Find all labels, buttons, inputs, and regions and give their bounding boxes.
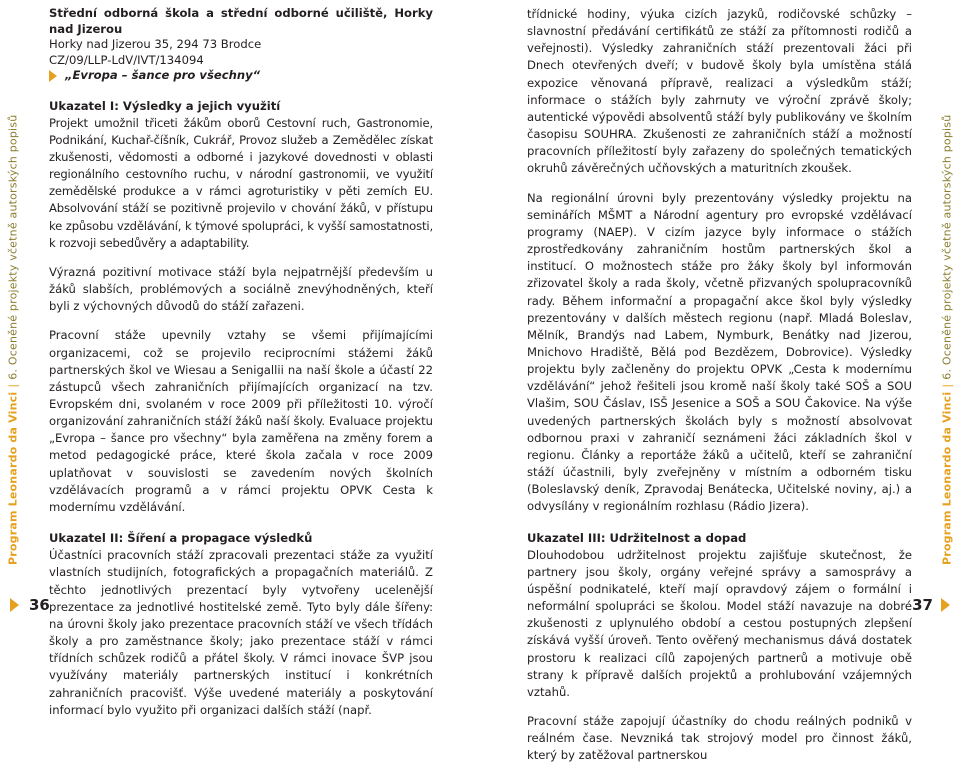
sidebar-program: Program Leonardo da Vinci	[6, 391, 20, 565]
regional-paragraph: Na regionální úrovni byly prezentovány výsledky projektu na seminářích MŠMT a Národní agentury pro evropské vzdělávací programy (NAEP). V cizím jazyce byly informace o stážích zprostředkovány zahraničním hostům partnerských škol a institucí. O možnostech stáže pro žáky školy byl informován zřizovatel školy a rada školy, včetně přizvaných spolupracovníků rady. Během informační a propagační akce škol byly výsledky prezentovány v dalších městech regionu (např. Mladá Boleslav, Mělník, Brandýs nad Labem, Nymburk, Benátky nad Jizerou, Mnichovo Hradiště, Bělá pod Bezdězem, Dobrovice). Výsledky projektu byly začleněny do projektu OPVK „Cesta k modernímu vzdělávání“ jehož řešiteli jsou kromě naší školy také SOŠ a SOU Vlašim, SOU Čáslav, ISŠ Jesenice a SOŠ a SOU Čakovice. Na výše uvedených partnerských školách byly s možností absolvovat odbornou praxi v zahraničí seznámeni žáci základních škol v regionu. Články a reportáže žáků a učitelů, kteří se zahraniční stáží účastnili, byly zveřejněny v místním a odborném tisku (Boleslavský deník, Zpravodaj Benátecka, Učitelské noviny, aj.) a odvysílány v regionálním rozhlasu (Rádio Jizera).	[527, 190, 912, 514]
page-number-right	[912, 596, 950, 614]
left-running-header	[0, 0, 26, 633]
project-code: CZ/09/LLP-LdV/IVT/134094	[49, 52, 204, 67]
page-number-right-text: 37	[912, 596, 933, 614]
sidebar-separator-right: |	[940, 383, 954, 388]
project-motto	[49, 68, 433, 84]
arrow-icon	[49, 70, 57, 82]
page-number-left	[10, 596, 50, 614]
sidebar-program-right: Program Leonardo da Vinci	[940, 391, 954, 565]
project-header	[49, 6, 433, 84]
page-number-left-text: 36	[29, 596, 50, 614]
motivation-paragraph: Výrazná pozitivní motivace stáží byla nejpatrnější především u žáků slabších, problémových a sociálně znevýhodněných, kteří byli z výchovných důvodů do stáží zařazeni.	[49, 264, 433, 314]
relations-paragraph: Pracovní stáže upevnily vztahy se všemi přijímajícími organizacemi, což se projevilo reciprocními stážemi žáků partnerských škol ve Wiesau a Senigallii na naší škole a účastí 22 zástupců všech zahraničních přijímajících organizací na tzv. Evropském dni, svolaném v roce 2009 při příležitosti 10. výročí organizování zahraničních stáží žáků naší školy. Evaluace projektu „Evropa – šance pro všechny“ byla zaměřena na změny forem a metod pedagogické práce, které škola začala v roce 2009 uplatňovat v souvislosti se zavedením nových školních vzdělávacích programů a v rámci projektu OPVK Cesta k modernímu vzdělávání.	[49, 328, 433, 514]
school-address: Horky nad Jizerou 35, 294 73 Brodce	[49, 37, 262, 51]
indicator-2-paragraph: Účastníci pracovních stáží zpracovali prezentaci stáže za využití vlastních studijních, fotografických a propagačních materiálů. Z těchto jednotlivých prezentací byly vytvořeny ucelenější prezentace za jednotlivé hostitelské země. Tyto byly dále šířeny: na úrovni školy jako prezentace pracovních stáží ve všech třídách školy a pro zaměstnance školy; jako prezentace stáží v rámci třídních schůzek rodičů a přátel školy. V rámci inovace ŠVP jsou využívány materiály partnerských institucí i konkrétních zahraničních pracovišť. Výše uvedené materiály a poskytování informací bylo využito při organizaci dalších stáží (např.	[49, 548, 433, 717]
indicator-1-paragraph: Projekt umožnil třiceti žákům oborů Cestovní ruch, Gastronomie, Podnikání, Kuchař-číšník, Cukrář, Provoz služeb a Zemědělec získat zkušenosti, vědomosti a odborné i jazykové dovednosti v oblasti regionálního cestovního ruchu, v národní gastronomii, ve využití zemědělské produkce a v rámci agroturistiky v pěti zemích EU. Absolvování stáží se pozitivně projevilo v chování žáků, v přístupu ke způsobu vzdělávání, k týmové spolupráci, k vyšší samostatnosti, k rozvoji sebedůvěry a adaptability.	[49, 115, 433, 250]
right-running-header	[934, 0, 960, 633]
motto-text: „Evropa – šance pro všechny“	[65, 68, 261, 82]
internship-paragraph: Pracovní stáže zapojují účastníky do chodu reálných podniků v reálném čase. Nevzniká tak strojový model pro činnost žáků, který by zatěžoval partnerskou	[527, 714, 912, 763]
arrow-icon-left	[10, 598, 19, 612]
indicator-3-paragraph: Dlouhodobou udržitelnost projektu zajišťuje skutečnost, že partnery jsou školy, orgány veřejné správy a samosprávy a úspěšní podnikatelé, kteří mají opravdový zájem o formální i neformální spolupráci se školou. Model stáží navazuje na dobré zkušenosti z uplynulého období a cestou postupných zlepšení získává vyšší úroveň. Tento ověřený mechanismus dává dostatek prostoru k realizaci cílů zapojených partnerů a motivuje obě strany k přípravě dalších projektů a prohlubování vzájemných vztahů.	[527, 547, 912, 699]
indicator-2-title: Ukazatel II: Šíření a propagace výsledků	[49, 531, 313, 546]
school-name: Střední odborná škola a střední odborné učiliště, Horky nad Jizerou	[49, 6, 433, 36]
arrow-icon-right	[941, 598, 950, 612]
sidebar-section: 6. Oceněné projekty včetně autorských popisů	[6, 114, 20, 380]
indicator-1-title: Ukazatel I: Výsledky a jejich využití	[49, 98, 281, 113]
right-column	[527, 6, 912, 765]
sidebar-section-right: 6. Oceněné projekty včetně autorských popisů	[940, 114, 954, 380]
left-column	[49, 6, 433, 719]
sidebar-separator: |	[6, 383, 20, 388]
continuation-paragraph: třídnické hodiny, výuka cizích jazyků, rodičovské schůzky – slavnostní předávání certifikátů ze stáží za přítomnosti rodičů a veřejnosti). Výsledky zahraničních stáží prezentovali žáci při Dnech otevřených dveří; v budově školy byla umístěna stálá expozice věnovaná přípravě, realizaci a výsledkům stáží; informace o stážích byly zahrnuty ve výroční zprávě školy; autentické výpovědi absolventů stáží byly publikovány ve školním časopisu SOUHRA. Zkušenosti ze zahraničních stáží a možností pracovních příležitostí byly zařazeny do společných tematických okruhů závěrečných učňovských a maturitních zkoušek.	[527, 7, 912, 176]
indicator-3-title: Ukazatel III: Udržitelnost a dopad	[527, 530, 747, 545]
